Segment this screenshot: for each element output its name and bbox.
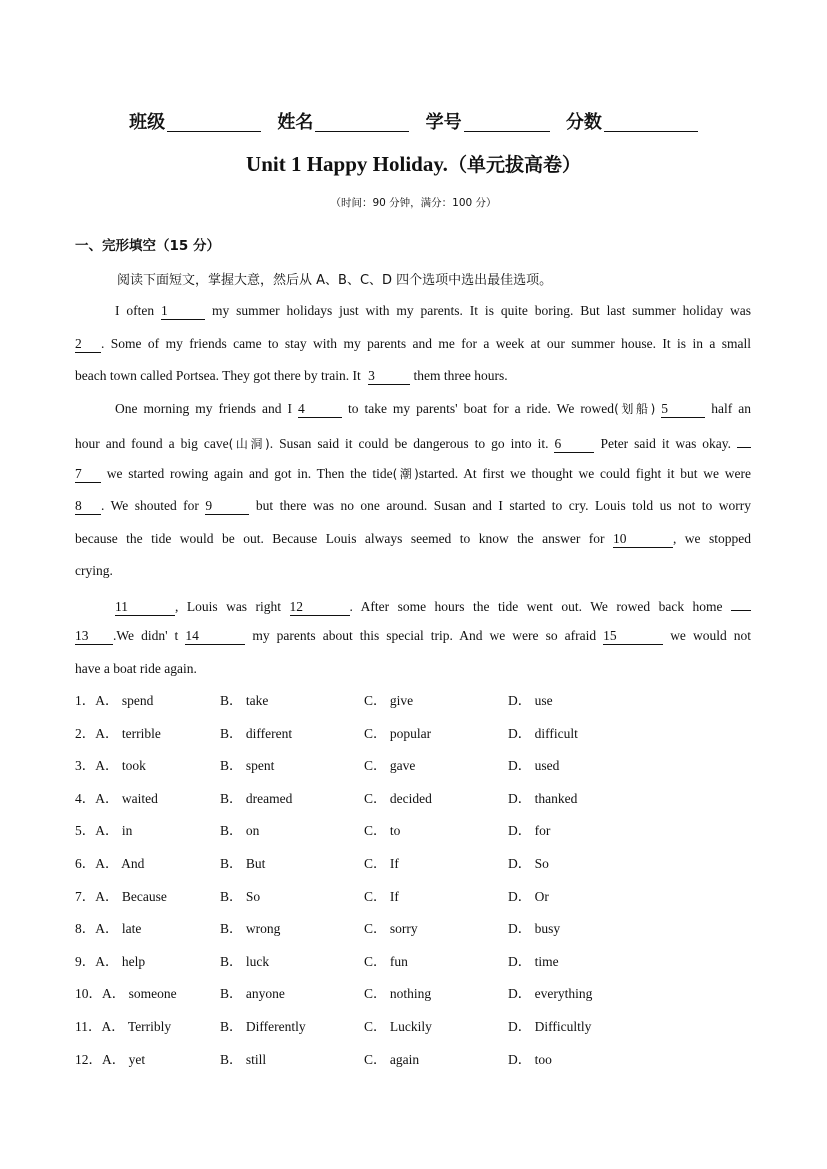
option-a[interactable] <box>75 854 144 874</box>
option-b-text: So <box>245 888 261 904</box>
option-d[interactable] <box>508 691 553 711</box>
option-a[interactable] <box>75 1050 145 1070</box>
option-c-letter: C． <box>364 953 390 969</box>
option-b[interactable] <box>220 821 259 841</box>
option-d-text: thanked <box>534 790 578 806</box>
option-a-letter: 9．A． <box>75 953 122 969</box>
section-instruction: 阅读下面短文，掌握大意，然后从 A、B、C、D 四个选项中选出最佳选项。 <box>117 273 553 288</box>
question-row <box>75 919 755 939</box>
option-d[interactable] <box>508 919 560 939</box>
option-a-text: spend <box>121 693 154 708</box>
blank-14[interactable]: 14 <box>185 628 245 645</box>
option-c[interactable] <box>364 821 400 841</box>
blank-6[interactable]: 6 <box>554 436 594 453</box>
option-b-text: anyone <box>245 986 285 1002</box>
option-b[interactable] <box>220 756 274 776</box>
option-d-letter: D． <box>508 823 535 839</box>
option-c-text: give <box>389 693 414 708</box>
blank-13[interactable]: 13 <box>75 628 113 645</box>
option-a-letter: 8．A． <box>75 921 122 937</box>
option-d-text: everything <box>534 986 593 1002</box>
option-a[interactable] <box>75 919 141 939</box>
option-d-text: time <box>534 953 559 969</box>
option-d-letter: D． <box>508 1051 535 1067</box>
option-a-letter: 7．A． <box>75 888 122 904</box>
option-a-text: Because <box>121 888 167 904</box>
blank-7[interactable]: 7 <box>75 466 101 483</box>
passage-line: have a boat ride again. <box>75 661 197 676</box>
option-a-text: yet <box>128 1051 146 1067</box>
option-b[interactable] <box>220 724 292 744</box>
option-d-text: busy <box>534 921 561 937</box>
option-d[interactable] <box>508 984 592 1004</box>
option-b-letter: B． <box>220 1019 246 1034</box>
option-d[interactable] <box>508 1017 591 1037</box>
score-label: 分数 <box>565 112 602 133</box>
option-b-text: luck <box>245 953 270 969</box>
option-b[interactable] <box>220 789 292 809</box>
title-english: Unit 1 Happy Holiday. <box>246 152 448 176</box>
student-number-blank[interactable] <box>464 111 550 132</box>
question-row <box>75 756 755 776</box>
option-b-text: wrong <box>245 921 281 937</box>
option-d-text: Difficultly <box>534 1019 592 1034</box>
passage-line: 8 . We shouted for 9 but there was no one around. Susan and I started to cry. Louis told us not to worry <box>75 498 752 513</box>
option-a-text: help <box>121 953 146 969</box>
blank-7-start[interactable] <box>737 431 751 448</box>
blank-5[interactable]: 5 <box>661 401 705 418</box>
blank-3[interactable]: 3 <box>368 368 410 385</box>
question-row <box>75 984 755 1004</box>
option-d[interactable] <box>508 1050 552 1070</box>
option-a-letter: 12．A． <box>75 1051 129 1067</box>
option-b[interactable] <box>220 691 268 711</box>
option-b-text: on <box>245 823 260 839</box>
passage-line: 11 , Louis was right 12 . After some hours the tide went out. We rowed back home <box>115 594 751 614</box>
option-a[interactable] <box>75 952 145 972</box>
passage-line: 13 .We didn' t 14 my parents about this special trip. And we were so afraid 15 we would not <box>75 628 752 643</box>
option-d-letter: D． <box>508 758 535 774</box>
option-c-text: Luckily <box>389 1019 432 1034</box>
passage-line: One morning my friends and I 4 to take my parents' boat for a ride. We rowed(划船) 5 half an <box>115 401 752 416</box>
option-a-letter: 3．A． <box>75 758 122 774</box>
option-b-letter: B． <box>220 823 246 839</box>
option-a[interactable] <box>75 789 158 809</box>
option-d-letter: D． <box>508 856 535 871</box>
option-c-letter: C． <box>364 1051 390 1067</box>
passage-line: hour and found a big cave(山洞). Susan said it could be dangerous to go into it. 6 Peter said it was okay. <box>75 431 751 451</box>
blank-1[interactable]: 1 <box>161 303 205 320</box>
option-c[interactable] <box>364 984 431 1004</box>
option-a[interactable] <box>75 691 153 711</box>
option-d-text: too <box>534 1051 552 1067</box>
option-c-letter: C． <box>364 725 390 741</box>
question-row <box>75 1050 755 1070</box>
option-a-letter: 11．A． <box>75 1019 128 1034</box>
blank-15[interactable]: 15 <box>603 628 663 645</box>
option-c[interactable] <box>364 1017 432 1037</box>
passage-line: I often 1 my summer holidays just with my parents. It is quite boring. But last summer holiday was <box>115 303 752 318</box>
question-row <box>75 854 755 874</box>
blank-11[interactable]: 11 <box>115 599 175 616</box>
option-c[interactable] <box>364 691 413 711</box>
option-a-text: And <box>121 856 145 871</box>
option-d[interactable] <box>508 789 577 809</box>
option-c-text: If <box>389 888 399 904</box>
option-c-letter: C． <box>364 856 390 871</box>
option-b-letter: B． <box>220 790 246 806</box>
blank-10[interactable]: 10 <box>613 531 673 548</box>
option-d-letter: D． <box>508 986 535 1002</box>
option-d-text: use <box>534 693 553 708</box>
section-heading: 一、完形填空（15 分） <box>75 238 220 254</box>
option-c-letter: C． <box>364 758 390 774</box>
option-d-text: used <box>534 758 560 774</box>
option-d-text: difficult <box>534 725 578 741</box>
option-b-text: still <box>245 1051 267 1067</box>
option-d-letter: D． <box>508 693 535 708</box>
option-a-letter: 5．A． <box>75 823 122 839</box>
name-field <box>277 108 409 134</box>
option-b[interactable] <box>220 919 280 939</box>
option-d-text: for <box>534 823 551 839</box>
option-d[interactable] <box>508 887 549 907</box>
option-b-letter: B． <box>220 693 246 708</box>
option-c-letter: C． <box>364 921 390 937</box>
option-b-letter: B． <box>220 856 246 871</box>
option-a-text: late <box>121 921 142 937</box>
option-a-text: someone <box>128 986 177 1002</box>
option-c-text: fun <box>389 953 408 969</box>
option-b[interactable] <box>220 854 265 874</box>
option-c-letter: C． <box>364 1019 390 1034</box>
question-row <box>75 1017 755 1037</box>
option-c-text: If <box>389 856 399 871</box>
student-number-label: 学号 <box>425 112 462 133</box>
option-b[interactable] <box>220 887 260 907</box>
option-a-letter: 1．A． <box>75 693 122 708</box>
option-b[interactable] <box>220 984 285 1004</box>
blank-13-start[interactable] <box>731 594 751 611</box>
option-c-letter: C． <box>364 693 390 708</box>
question-row <box>75 724 755 744</box>
option-c[interactable] <box>364 1050 419 1070</box>
option-d-text: So <box>534 856 549 871</box>
option-d[interactable] <box>508 724 578 744</box>
option-b-text: Differently <box>245 1019 306 1034</box>
option-d-text: Or <box>534 888 549 904</box>
option-c-text: nothing <box>389 986 432 1002</box>
option-a[interactable] <box>75 756 146 776</box>
option-b-letter: B． <box>220 921 246 937</box>
student-number-field <box>426 108 550 134</box>
question-row <box>75 789 755 809</box>
time-and-score-note: （时间：90 分钟，满分：100 分） <box>330 197 497 209</box>
option-a-text: waited <box>121 790 158 806</box>
option-a-text: in <box>121 823 133 839</box>
option-b-text: spent <box>245 758 275 774</box>
class-blank[interactable] <box>167 111 261 132</box>
class-field <box>129 108 261 134</box>
option-a[interactable] <box>75 821 132 841</box>
class-label: 班级 <box>129 112 166 133</box>
question-row <box>75 821 755 841</box>
option-c-text: decided <box>389 790 432 806</box>
option-a[interactable] <box>75 724 161 744</box>
passage-line: crying. <box>75 563 113 578</box>
blank-9[interactable]: 9 <box>205 498 249 515</box>
student-info-row <box>0 108 827 134</box>
option-c-text: again <box>389 1051 420 1067</box>
option-a-letter: 4．A． <box>75 790 122 806</box>
option-d-letter: D． <box>508 888 535 904</box>
blank-4[interactable]: 4 <box>298 401 342 418</box>
option-d-letter: D． <box>508 1019 535 1034</box>
option-b[interactable] <box>220 1050 266 1070</box>
option-b[interactable] <box>220 1017 306 1037</box>
option-d[interactable] <box>508 756 559 776</box>
option-d-letter: D． <box>508 725 535 741</box>
question-row <box>75 887 755 907</box>
option-a-letter: 2．A． <box>75 725 122 741</box>
option-c[interactable] <box>364 789 432 809</box>
blank-12[interactable]: 12 <box>290 599 350 616</box>
name-blank[interactable] <box>315 111 409 132</box>
option-c[interactable] <box>364 887 399 907</box>
option-b-letter: B． <box>220 1051 246 1067</box>
option-c-letter: C． <box>364 888 390 904</box>
option-b-text: take <box>245 693 269 708</box>
option-d-letter: D． <box>508 953 535 969</box>
option-a-text: took <box>121 758 146 774</box>
blank-2[interactable]: 2 <box>75 336 101 353</box>
option-a-text: terrible <box>121 725 161 741</box>
score-field <box>566 108 698 134</box>
option-a-letter: 6．A． <box>75 856 122 871</box>
option-b-letter: B． <box>220 953 246 969</box>
title-chinese: （单元拔高卷） <box>447 154 581 176</box>
option-b-text: But <box>245 856 266 871</box>
option-c[interactable] <box>364 756 415 776</box>
option-c[interactable] <box>364 854 399 874</box>
question-row <box>75 952 755 972</box>
option-c-letter: C． <box>364 790 390 806</box>
option-b-text: different <box>245 725 293 741</box>
option-a-letter: 10．A． <box>75 986 129 1002</box>
option-c[interactable] <box>364 952 408 972</box>
passage-line: because the tide would be out. Because Louis always seemed to know the answer for 10 , we stopped <box>75 531 751 546</box>
option-b-letter: B． <box>220 758 246 774</box>
page-title <box>0 150 827 177</box>
option-a[interactable] <box>75 984 177 1004</box>
option-c-text: sorry <box>389 921 418 937</box>
question-row <box>75 691 755 711</box>
score-blank[interactable] <box>604 111 698 132</box>
option-b-text: dreamed <box>245 790 293 806</box>
option-d-letter: D． <box>508 921 535 937</box>
option-b-letter: B． <box>220 986 246 1002</box>
option-d[interactable] <box>508 821 550 841</box>
option-c-text: to <box>389 823 401 839</box>
option-c[interactable] <box>364 919 418 939</box>
blank-8[interactable]: 8 <box>75 498 101 515</box>
option-c[interactable] <box>364 724 431 744</box>
passage-line: 2 . Some of my friends came to stay with my parents and me for a week at our summer house. It is in a small <box>75 336 751 351</box>
passage-line: beach town called Portsea. They got there by train. It 3 them three hours. <box>75 368 508 383</box>
name-label: 姓名 <box>277 112 314 133</box>
option-b[interactable] <box>220 952 269 972</box>
option-a[interactable] <box>75 887 167 907</box>
option-c-letter: C． <box>364 823 390 839</box>
option-a[interactable] <box>75 1017 171 1037</box>
passage-line: 7 we started rowing again and got in. Then the tide(潮)started. At first we thought we could fight it but we were <box>75 466 751 481</box>
option-c-text: popular <box>389 725 432 741</box>
option-b-letter: B． <box>220 725 246 741</box>
option-b-letter: B． <box>220 888 246 904</box>
option-d[interactable] <box>508 952 559 972</box>
option-c-text: gave <box>389 758 416 774</box>
option-c-letter: C． <box>364 986 390 1002</box>
option-a-text: Terribly <box>127 1019 172 1034</box>
option-d[interactable] <box>508 854 549 874</box>
option-d-letter: D． <box>508 790 535 806</box>
